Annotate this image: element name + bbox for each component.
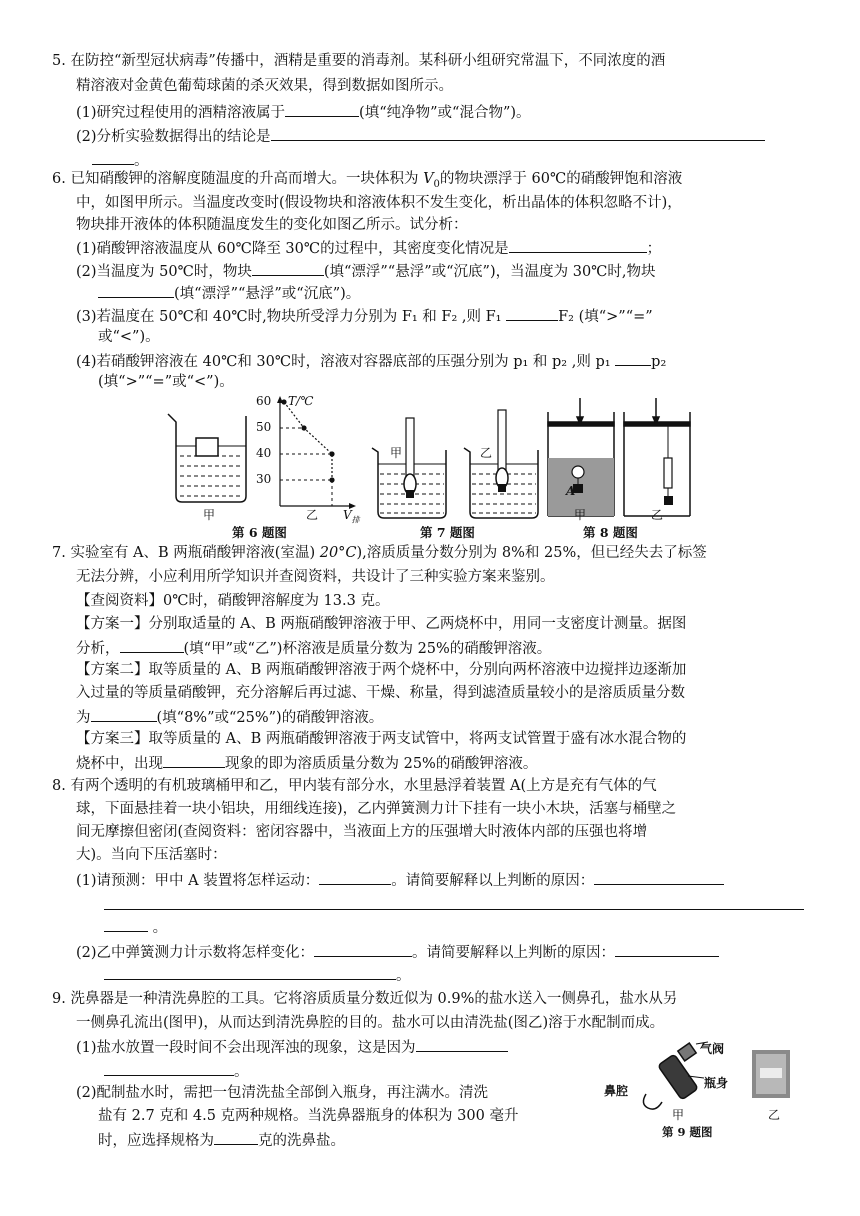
q7-answer-blank-1[interactable] [120,636,184,653]
q8-part-2-line-2: 。 [104,963,411,987]
q7-line-2: 无法分辨，小应利用所学知识并查阅资料，共设计了三种实验方案来鉴别。 [76,569,555,585]
q9-part-2-line-1: (2)配制盐水时，需把一包清洗盐全部倒入瓶身，再注满水。清洗 [76,1085,489,1101]
q8-answer-blank-5[interactable] [314,940,412,957]
q6-tick-label: 60 [256,394,272,408]
q9-part-1-line-2: 。 [104,1059,249,1083]
q9-answer-blank-2[interactable] [104,1059,234,1076]
q7-line-3: 【查阅资料】0℃时，硝酸钾溶解度为 13.3 克。 [76,593,390,609]
q6-answer-blank-4[interactable] [506,304,558,321]
q6-data-point [329,451,334,456]
q6-data-point [329,477,334,482]
q9-line-1: 9. 洗鼻器是一种清洗鼻腔的工具。它将溶质质量分数近似为 0.9%的盐水送入一侧鼻孔，盐水从另 [52,991,678,1007]
q7-answer-blank-2[interactable] [91,705,157,722]
q6-answer-blank-5[interactable] [615,349,651,366]
q8-line-1: 8. 有两个透明的有机玻璃桶甲和乙，甲内装有部分水，水里悬浮着装置 A(上方是充有气体的气 [52,778,657,794]
q6-axis-t-label: T/℃ [288,394,314,408]
q9-figure-caption: 第 9 题图 [662,1125,713,1139]
q5-part-2: (2)分析实验数据得出的结论是 [76,124,765,148]
q8-fig-yi-label: 乙 [651,508,664,522]
q6-part-1: (1)硝酸钾溶液温度从 60℃降至 30℃的过程中，其密度变化情况是 ； [76,236,661,260]
q9-answer-blank-1[interactable] [416,1035,508,1052]
q8-container-yi [624,398,690,516]
q8-line-4: 大)。当向下压活塞时： [76,847,227,863]
q8-line-3: 间无摩擦但密闭(查阅资料：密闭容器中，当液面上方的压强增大时液体内部的压强也将增 [76,824,648,840]
q8-fig-jia-label: 甲 [574,508,587,522]
q8-part-1-line-3: 。 [104,915,167,939]
q7-line-5: 分析， (填“甲”或“乙”)杯溶液是质量分数为 25%的硝酸钾溶液。 [76,636,551,660]
q9-answer-blank-3[interactable] [214,1128,258,1145]
q8-label-a: A [566,484,576,498]
q7-line-6: 【方案二】取等质量的 A、B 两瓶硝酸钾溶液于两个烧杯中，分别向两杯溶液中边搅拌边逐渐加 [76,662,687,678]
q5-answer-blank-2b[interactable] [92,148,134,165]
q8-part-1-line-2 [104,893,804,917]
q5-part-1: (1)研究过程使用的酒精溶液属于 (填“纯净物”或“混合物”)。 [76,100,531,124]
q8-part-1: (1)请预测：甲中 A 装置将怎样运动： 。请简要解释以上判断的原因： [76,868,724,892]
q6-graph [277,396,356,509]
figures-svg [0,388,860,538]
q6-data-point [281,399,286,404]
q9-label-pingshen: 瓶身 [704,1076,729,1090]
q9-line-2: 一侧鼻孔流出(图甲)，从而达到清洗鼻腔的目的。盐水可以由清洗盐(图乙)溶于水配制而成。 [76,1015,665,1031]
q6-fig-yi-label: 乙 [306,508,319,522]
q7-line-4: 【方案一】分别取适量的 A、B 两瓶硝酸钾溶液于甲、乙两烧杯中，用同一支密度计测量。据图 [76,616,687,632]
q8-answer-blank-2[interactable] [594,868,724,885]
q7-line-9: 【方案三】取等质量的 A、B 两瓶硝酸钾溶液于两支试管中，将两支试管置于盛有冰水混合物的 [76,731,687,747]
q9-label-biqiang: 鼻腔 [604,1084,629,1098]
q8-answer-blank-3[interactable] [104,893,804,910]
q6-part-4-cont: (填“>”“=”或“<”)。 [98,374,234,390]
q8-container-jia [548,398,614,516]
q6-tick-label: 30 [256,472,272,486]
q8-line-2: 球，下面悬挂着一块小铝块，用细线连接)，乙内弹簧测力计下挂有一块小木块，活塞与桶壁之 [76,801,677,817]
q8-answer-blank-7[interactable] [104,963,396,980]
q8-part-2: (2)乙中弹簧测力计示数将怎样变化： 。请简要解释以上判断的原因： [76,940,719,964]
q6-answer-blank-3[interactable] [98,281,174,298]
q9-part-2-line-2: 盐有 2.7 克和 4.5 克两种规格。当洗鼻器瓶身的体积为 300 毫升 [98,1108,519,1124]
q9-part-2-line-3: 时，应选择规格为 克的洗鼻盐。 [98,1128,345,1152]
q6-beaker-figure [168,414,246,502]
q8-answer-blank-6[interactable] [615,940,719,957]
q5-answer-blank-1[interactable] [285,100,359,117]
q6-axis-v-label: $V_排$ [343,508,360,525]
q6-part-2-cont: (填“漂浮”“悬浮”或“沉底”)。 [98,281,360,305]
q6-part-2: (2)当温度为 50℃时，物块 (填“漂浮”“悬浮”或“沉底”)，当温度为 30℃时,物块 [76,259,656,283]
q8-answer-blank-1[interactable] [319,868,391,885]
q6-line-3: 物块排开液体的体积随温度发生的变化如图乙所示。试分析： [76,217,468,233]
q5-line-1: 5. 在防控“新型冠状病毒”传播中，酒精是重要的消毒剂。某科研小组研究常温下，不同浓度的酒 [52,53,666,69]
q6-line-1: 6. 已知硝酸钾的溶解度随温度的升高而增大。一块体积为 $V_0$的物块漂浮于 60℃的硝酸钾饱和溶液 [52,171,683,190]
q7-line-10: 烧杯中，出现 现象的即为溶质质量分数为 25%的硝酸钾溶液。 [76,751,537,775]
q7-beaker-yi [464,410,538,518]
q6-answer-blank-1[interactable] [509,236,647,253]
q6-line-2: 中，如图甲所示。当温度改变时(假设物块和溶液体积不发生变化，析出晶体的体积忽略不计)， [76,195,682,211]
q7-answer-blank-3[interactable] [163,751,225,768]
q7-line-7: 入过量的等质量硝酸钾，充分溶解后再过滤、干燥、称量，得到滤渣质量较小的是溶质质量分数 [76,685,685,701]
q7-fig-yi-label: 乙 [480,446,493,460]
q7-beaker-jia [372,418,446,518]
q5-line-2: 精溶液对金黄色葡萄球菌的杀灭效果，得到数据如图所示。 [76,78,453,94]
q9-label-qifa: 气阀 [700,1042,725,1056]
q9-label-jia: 甲 [672,1108,685,1122]
q6-figure-caption: 第 6 题图 [232,525,287,540]
q6-answer-blank-2[interactable] [252,259,324,276]
q6-fig-jia-label: 甲 [203,508,216,522]
q7-fig-jia-label: 甲 [390,446,403,460]
q5-answer-blank-2[interactable] [271,124,765,141]
q5-part-2-cont: 。 [92,148,149,172]
q7-line-8: 为 (填“8%”或“25%”)的硝酸钾溶液。 [76,705,383,729]
q9-label-yi: 乙 [768,1108,781,1122]
q6-part-3-cont: 或“<”)。 [98,329,160,345]
q6-part-3: (3)若温度在 50℃和 40℃时,物块所受浮力分别为 F₁ 和 F₂ ,则 F₁ F₂ (填“>”“=” [76,304,653,328]
q6-data-point [301,425,306,430]
q7-line-1: 7. 实验室有 A、B 两瓶硝酸钾溶液(室温) 20°C),溶质质量分数分别为 8%和 25%，但已经失去了标签 [52,545,707,561]
q8-answer-blank-4[interactable] [104,915,148,932]
q6-tick-label: 40 [256,446,272,460]
q6-part-4: (4)若硝酸钾溶液在 40℃和 30℃时，溶液对容器底部的压强分别为 p₁ 和 p₂ ,则 p₁ p₂ [76,349,666,373]
q8-figure-caption: 第 8 题图 [583,525,638,540]
q6-tick-label: 50 [256,420,272,434]
q9-part-1: (1)盐水放置一段时间不会出现浑浊的现象，这是因为 [76,1035,508,1059]
q7-figure-caption: 第 7 题图 [420,525,475,540]
